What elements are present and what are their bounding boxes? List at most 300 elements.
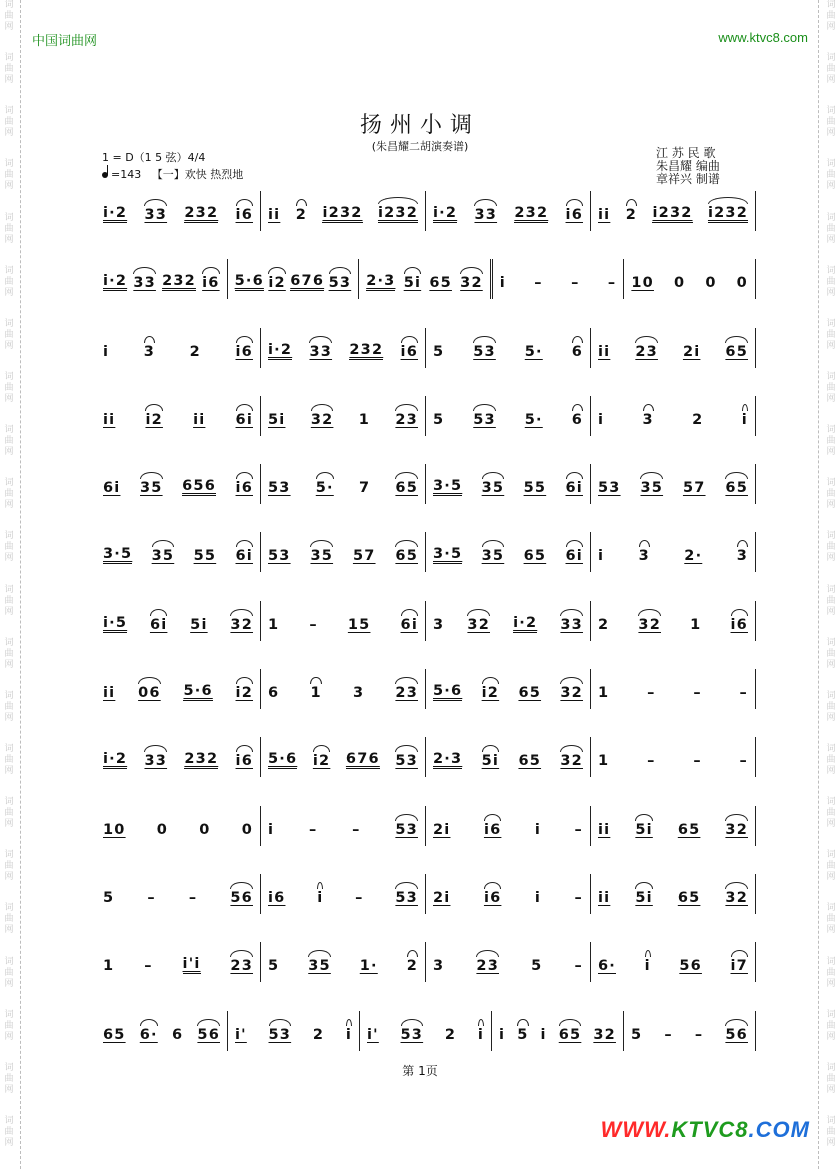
note-group: 7 (358, 480, 371, 497)
watermark-char: 词 (4, 0, 14, 10)
note-group: i232 (378, 205, 418, 223)
watermark-char: 曲 (826, 595, 836, 606)
measure (96, 191, 261, 231)
note-group: ii (103, 685, 116, 702)
note-group: 57 (352, 548, 376, 565)
note-group: 5· (524, 343, 543, 360)
note-group: 1 (103, 958, 115, 975)
watermark-char: 曲 (826, 1126, 836, 1137)
watermark-char: 词 (4, 318, 14, 329)
note-group: 53 (473, 412, 496, 428)
slur-mark (329, 267, 352, 274)
note-group: 2·3 (366, 273, 396, 290)
measure (426, 737, 591, 777)
watermark-char: 曲 (4, 489, 14, 500)
page-number: 第 1页 (402, 1064, 438, 1078)
watermark-char: 网 (4, 765, 14, 776)
slur-mark (269, 1019, 292, 1026)
slur-mark (566, 472, 583, 479)
watermark-char: 词 (826, 690, 836, 701)
watermark-char: 词 (826, 637, 836, 648)
measure (96, 942, 261, 982)
note-group: 65 (677, 821, 701, 838)
measure (624, 259, 756, 299)
note-group: 6i (566, 548, 583, 564)
watermark-char: 网 (4, 978, 14, 989)
slur-mark (731, 609, 748, 616)
note-group: 232 (349, 341, 384, 358)
note-group: i6 (202, 275, 219, 291)
note-group: 2i (682, 343, 701, 360)
note-group: – (355, 889, 364, 906)
note-group: 32 (560, 753, 583, 769)
note-group: – (694, 1026, 704, 1043)
note-group: i'i (182, 956, 201, 973)
note-group: 3·5 (103, 546, 133, 563)
slur-mark (645, 950, 651, 957)
watermark-char: 曲 (826, 276, 836, 287)
slur-mark (725, 814, 748, 821)
slur-mark (197, 1019, 220, 1026)
note-group: 32 (311, 412, 334, 428)
song-title: 扬州小调 (359, 113, 480, 138)
slur-mark (572, 404, 583, 411)
note-group: – (308, 821, 318, 838)
note-group: 23 (635, 344, 658, 360)
slur-mark (725, 472, 748, 479)
measure (96, 259, 228, 299)
watermark-char: 曲 (4, 64, 14, 75)
note-group: i232 (708, 205, 748, 223)
watermark-char: 词 (4, 212, 14, 223)
note-group: i7 (731, 958, 748, 974)
note-group: i6 (731, 617, 748, 633)
measure (96, 328, 261, 368)
watermark-char: 曲 (4, 117, 14, 128)
note-group: 2 (626, 207, 637, 223)
slur-mark (474, 199, 497, 206)
slur-mark (476, 950, 499, 957)
watermark-char: 网 (4, 553, 14, 564)
slur-mark (473, 336, 496, 343)
note-group: i' (235, 1026, 247, 1043)
slur-mark (395, 814, 418, 821)
note-group: 232 (184, 205, 219, 221)
watermark-char: 曲 (826, 967, 836, 978)
watermark-char: 网 (4, 393, 14, 404)
watermark-char: 网 (4, 1137, 14, 1148)
note-group: 5 (433, 343, 445, 360)
watermark-char: 曲 (4, 701, 14, 712)
note-group: 53 (268, 480, 291, 497)
slur-mark (635, 882, 652, 889)
watermark-char: 曲 (4, 170, 14, 181)
slur-mark (144, 199, 167, 206)
measure (359, 259, 493, 299)
slur-mark (482, 745, 499, 752)
note-group: 35 (640, 480, 663, 496)
watermark-char: 词 (826, 212, 836, 223)
slur-mark (310, 540, 333, 547)
note-group: i·2 (103, 751, 128, 768)
slur-mark (236, 677, 253, 684)
note-group: 6· (140, 1027, 158, 1043)
slur-mark (308, 950, 331, 957)
watermark-char: 曲 (826, 1020, 836, 1031)
slur-mark (401, 609, 418, 616)
note-group: 3 (433, 616, 445, 633)
note-group: i2 (268, 275, 285, 291)
note-group: 65 (725, 344, 748, 360)
note-group: i232 (322, 205, 363, 221)
note-group: 32 (467, 617, 490, 633)
slur-mark (317, 882, 323, 889)
measure (426, 601, 591, 641)
note-group: i·2 (268, 341, 293, 358)
slur-mark (152, 540, 175, 547)
watermark-char: 词 (4, 425, 14, 436)
measure (228, 1011, 360, 1051)
watermark-char: 曲 (826, 542, 836, 553)
measure (493, 259, 625, 299)
slur-mark (725, 1019, 748, 1026)
watermark-char: 词 (4, 903, 14, 914)
note-group: – (309, 616, 318, 633)
watermark-char: 曲 (826, 223, 836, 234)
watermark-char: 曲 (4, 595, 14, 606)
note-group: 5i (482, 753, 499, 769)
note-group: 0 (705, 275, 717, 292)
note-group: 35 (140, 480, 163, 496)
note-group: i·2 (433, 205, 458, 221)
note-group: – (574, 889, 583, 906)
watermark-char: 词 (826, 743, 836, 754)
note-group: 232 (184, 751, 219, 768)
note-group: 53 (395, 753, 418, 769)
slur-mark (230, 950, 253, 957)
note-group: 32 (560, 685, 583, 701)
measure (591, 464, 756, 504)
note-group: 35 (310, 548, 333, 564)
watermark-char: 词 (826, 371, 836, 382)
watermark-char: 曲 (4, 11, 14, 21)
watermark-char: 曲 (826, 701, 836, 712)
note-group: 676 (345, 751, 380, 768)
note-group: i (534, 889, 542, 906)
slur-mark (559, 1019, 582, 1026)
note-group: 5 (517, 1027, 528, 1043)
watermark-char: 曲 (826, 117, 836, 128)
note-group: 2 (444, 1026, 457, 1043)
note-group: 32 (230, 617, 253, 633)
watermark-char: 网 (4, 712, 14, 723)
watermark-char: 网 (4, 75, 14, 86)
measure (261, 328, 426, 368)
watermark-char: 网 (826, 872, 836, 883)
note-group: i (103, 343, 110, 360)
note-group: 10 (103, 821, 126, 838)
slur-mark (395, 540, 418, 547)
slur-mark (635, 336, 658, 343)
note-group: i (499, 1026, 506, 1043)
measure (591, 191, 756, 231)
note-group: i (598, 411, 605, 428)
note-group: 656 (182, 478, 216, 495)
watermark-char: 网 (826, 500, 836, 511)
watermark-char: 网 (4, 234, 14, 245)
score-row (96, 661, 756, 729)
measure (261, 532, 426, 572)
slur-mark (395, 745, 418, 752)
watermark-char: 网 (826, 1031, 836, 1042)
logo-part: KTVC8 (671, 1117, 749, 1142)
watermark-char: 曲 (826, 754, 836, 765)
note-group: 1 (690, 616, 702, 633)
watermark-char: 词 (4, 743, 14, 754)
slur-mark (395, 404, 418, 411)
note-group: 65 (429, 275, 452, 292)
footer-site-logo[interactable] (601, 1117, 810, 1143)
watermark-char: 词 (4, 265, 14, 276)
watermark-char: 曲 (826, 861, 836, 872)
note-group: i' (367, 1026, 379, 1043)
slur-mark (230, 609, 253, 616)
note-group: i6 (236, 480, 253, 496)
watermark-char: 网 (4, 128, 14, 139)
watermark-char: 网 (826, 978, 836, 989)
watermark-char: 曲 (826, 808, 836, 819)
credit-line: 朱昌耀 编曲 (656, 159, 720, 173)
watermark-char: 曲 (4, 382, 14, 393)
watermark-char: 网 (4, 606, 14, 617)
note-group: i (598, 548, 605, 565)
note-group: 23 (395, 412, 418, 428)
measure (591, 874, 756, 914)
watermark-char: 网 (4, 500, 14, 511)
note-group: ii (193, 411, 206, 428)
note-group: – (574, 821, 583, 838)
measure (591, 806, 756, 846)
slur-mark (230, 882, 253, 889)
measure (261, 737, 426, 777)
note-group: ii (103, 411, 116, 428)
measure (591, 669, 756, 709)
note-group: – (144, 958, 153, 975)
tempo-line (102, 167, 243, 183)
note-group: 5i (268, 411, 286, 428)
watermark-char: 曲 (4, 223, 14, 234)
note-group: 33 (133, 275, 156, 291)
watermark-char: 网 (826, 553, 836, 564)
note-group: i6 (401, 344, 418, 360)
note-group: 65 (559, 1027, 582, 1043)
note-group: 65 (677, 889, 701, 906)
watermark-char: 词 (826, 425, 836, 436)
note-group: 1 (358, 411, 371, 428)
note-group: 35 (482, 480, 505, 496)
watermark-char: 词 (826, 53, 836, 64)
note-group: 0 (736, 275, 748, 292)
note-group: – (739, 753, 748, 770)
music-score (96, 183, 756, 1071)
slur-mark (395, 677, 418, 684)
watermark-char: 曲 (4, 1020, 14, 1031)
watermark-char: 词 (826, 478, 836, 489)
note-group: 5 (103, 889, 115, 906)
slur-mark (378, 197, 418, 204)
watermark-char: 网 (826, 765, 836, 776)
left-guide-line (20, 0, 21, 1169)
note-group: 53 (395, 822, 418, 838)
watermark-char: 曲 (826, 170, 836, 181)
note-group: – (647, 753, 656, 770)
note-group: 2 (692, 411, 704, 428)
note-group: 6i (236, 548, 253, 564)
note-group: 2· (684, 548, 703, 565)
note-group: 33 (474, 207, 497, 223)
slur-mark (407, 950, 418, 957)
note-group: – (739, 685, 748, 702)
site-url-link[interactable]: www.ktvc8.com (718, 30, 808, 45)
slur-mark (268, 267, 285, 274)
watermark-char: 曲 (4, 754, 14, 765)
note-group: ii (598, 207, 611, 223)
note-group: 1 (268, 616, 280, 633)
site-name-link[interactable]: 中国词曲网 (32, 34, 98, 49)
watermark-char: 词 (4, 371, 14, 382)
note-group: 2 (296, 207, 307, 223)
watermark-char: 网 (826, 659, 836, 670)
score-row (96, 251, 756, 319)
note-group: i (317, 890, 323, 906)
watermark-char: 词 (4, 956, 14, 967)
note-group: i232 (652, 205, 693, 221)
note-group: – (693, 685, 702, 702)
note-group: ii (598, 821, 611, 838)
slur-mark (478, 1019, 484, 1026)
slur-mark (482, 677, 499, 684)
note-group: 5 (433, 411, 445, 428)
measure (261, 806, 426, 846)
note-group: 53 (598, 480, 621, 497)
note-group: – (147, 889, 156, 906)
section-marking: 【一】欢快 热烈地 (151, 168, 244, 181)
slur-mark (236, 745, 253, 752)
watermark-char: 网 (826, 22, 836, 32)
measure (591, 737, 756, 777)
note-group: 23 (230, 958, 253, 974)
note-group: i (540, 1026, 547, 1043)
score-row (96, 866, 756, 934)
note-group: 53 (329, 275, 352, 291)
note-group: i (346, 1027, 352, 1043)
measure (228, 259, 360, 299)
watermark-char: 曲 (826, 489, 836, 500)
note-group: – (607, 275, 617, 292)
note-group: 1 (310, 685, 321, 701)
watermark-char: 网 (826, 712, 836, 723)
measure (261, 464, 426, 504)
note-group: 56 (679, 958, 702, 975)
measure (426, 396, 591, 436)
note-group: 33 (560, 617, 583, 633)
note-group: 3 (352, 685, 365, 702)
note-group: i6 (484, 822, 501, 838)
watermark-char: 曲 (826, 436, 836, 447)
score-row (96, 388, 756, 456)
slur-mark (236, 540, 253, 547)
note-group: 5 (268, 958, 280, 975)
watermark-char: 网 (4, 925, 14, 936)
watermark-char: 网 (4, 1084, 14, 1095)
slur-mark (138, 677, 161, 684)
watermark-char: 曲 (826, 329, 836, 340)
note-group: 5i (635, 822, 652, 838)
slur-mark (467, 609, 490, 616)
slur-mark (560, 745, 583, 752)
measure (96, 874, 261, 914)
note-group: 0 (156, 821, 169, 838)
watermark-char: 词 (4, 797, 14, 808)
measure (426, 328, 591, 368)
note-group: 35 (482, 548, 505, 564)
watermark-char: 词 (4, 584, 14, 595)
watermark-char: 网 (4, 340, 14, 351)
watermark-char: 词 (826, 159, 836, 170)
note-group: ii (268, 207, 281, 223)
slur-mark (517, 1019, 528, 1026)
slur-mark (236, 472, 253, 479)
slur-mark (484, 814, 501, 821)
slur-mark (725, 336, 748, 343)
watermark-char: 词 (4, 1062, 14, 1073)
credit-line: 江 苏 民 歌 (656, 146, 716, 160)
watermark-char: 词 (826, 797, 836, 808)
watermark-char: 词 (4, 1115, 14, 1126)
watermark-char: 词 (4, 53, 14, 64)
watermark-char: 网 (4, 287, 14, 298)
slur-mark (395, 472, 418, 479)
note-group: – (534, 275, 543, 292)
left-watermark-strip (2, 0, 16, 1169)
note-group: 6i (150, 617, 167, 633)
watermark-char: 曲 (4, 542, 14, 553)
note-group: 23 (395, 685, 418, 701)
watermark-char: 词 (826, 106, 836, 117)
note-group: 53 (401, 1027, 424, 1043)
note-group: 6 (572, 412, 583, 428)
slur-mark (145, 404, 162, 411)
note-group: 6i (566, 480, 583, 496)
note-group: i2 (313, 753, 330, 769)
note-group: 65 (725, 480, 748, 496)
song-subtitle: (朱昌耀二胡演奏谱) (371, 140, 469, 153)
note-group: 53 (268, 548, 291, 565)
note-group: i6 (566, 207, 583, 223)
watermark-char: 网 (826, 75, 836, 86)
right-guide-line (818, 0, 819, 1169)
score-row (96, 798, 756, 866)
slur-mark (484, 882, 501, 889)
measure (360, 1011, 492, 1051)
slur-mark (140, 472, 163, 479)
note-group: 32 (460, 275, 483, 291)
note-group: i·2 (103, 273, 128, 290)
slur-mark (313, 745, 330, 752)
note-group: ii (598, 343, 611, 360)
watermark-char: 网 (826, 1084, 836, 1095)
note-group: – (571, 275, 580, 292)
